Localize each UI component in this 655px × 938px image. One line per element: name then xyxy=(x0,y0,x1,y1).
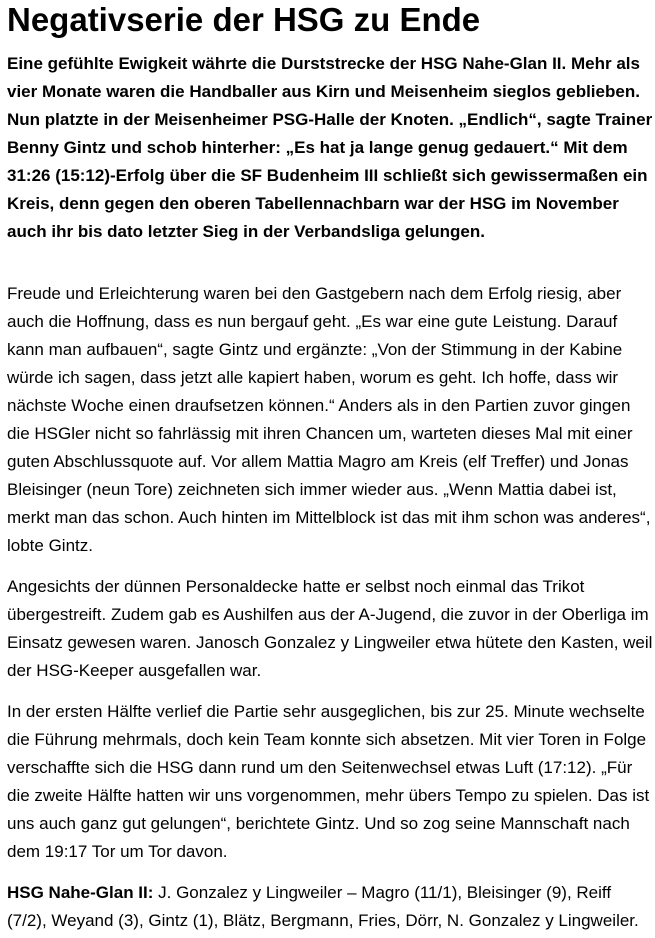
roster-team-label: HSG Nahe-Glan II: xyxy=(7,883,159,902)
article-paragraph: Freude und Erleichterung waren bei den Gastgebern nach dem Erfolg riesig, aber auch die Hoffnung, dass es nun bergauf geht. „Es war eine gute Leistung. Darauf kann man aufbauen“, sagte Gintz und ergänzte: „Von der Stimmung in der Kabine würde ich sagen, dass jetzt alle kapiert haben, worum es geht. Ich hoffe, dass wir nächste Woche einen draufsetzen können.“ Anders als in den Partien zuvor gingen die HSGler nicht so fahrlässig mit ihren Chancen um, warteten dieses Mal mit einer guten Abschlussquote auf. Vor allem Mattia Magro am Kreis (elf Treffer) und Jonas Bleisinger (neun Tore) zeichneten sich immer wieder aus. „Wenn Mattia dabei ist, merkt man das schon. Auch hinten im Mittelblock ist das mit ihm schon was anderes“, lobte Gintz. xyxy=(7,284,651,555)
roster-paragraph xyxy=(7,879,653,935)
article-headline: Negativserie der HSG zu Ende xyxy=(7,1,481,38)
article-lead: Eine gefühlte Ewigkeit währte die Durststrecke der HSG Nahe-Glan II. Mehr als vier Monate waren die Handballer aus Kirn und Meisenheim sieglos geblieben. Nun platzte in der Meisenheimer PSG-Halle der Knoten. „Endlich“, sagte Trainer Benny Gintz und schob hinterher: „Es hat ja lange genug gedauert.“ Mit dem 31:26 (15:12)-Erfolg über die SF Budenheim III schließt sich gewissermaßen ein Kreis, denn gegen den oberen Tabellennachbarn war der HSG im November auch ihr bis dato letzter Sieg in der Verbandsliga gelungen. xyxy=(7,54,653,241)
news-article xyxy=(7,2,653,935)
article-paragraph: In der ersten Hälfte verlief die Partie sehr ausgeglichen, bis zur 25. Minute wechselte die Führung mehrmals, doch kein Team konnte sich absetzen. Mit vier Toren in Folge verschaffte sich die HSG dann rund um den Seitenwechsel etwas Luft (17:12). „Für die zweite Hälfte hatten wir uns vorgenommen, mehr übers Tempo zu spielen. Das ist uns auch ganz gut gelungen“, berichtete Gintz. Und so zog seine Mannschaft nach dem 19:17 Tor um Tor davon. xyxy=(7,702,650,861)
article-paragraph: Angesichts der dünnen Personaldecke hatte er selbst noch einmal das Trikot übergestreift. Zudem gab es Aushilfen aus der A-Jugend, die zuvor in der Oberliga im Einsatz gewesen waren. Janosch Gonzalez y Lingweiler etwa hütete den Kasten, weil der HSG-Keeper ausgefallen war. xyxy=(7,577,653,680)
roster-players: J. Gonzalez y Lingweiler – Magro (11/1), Bleisinger (9), Reiff (7/2), Weyand (3), Gintz (1), Blätz, Bergmann, Fries, Dörr, N. Gonzalez y Lingweiler. xyxy=(7,883,639,930)
